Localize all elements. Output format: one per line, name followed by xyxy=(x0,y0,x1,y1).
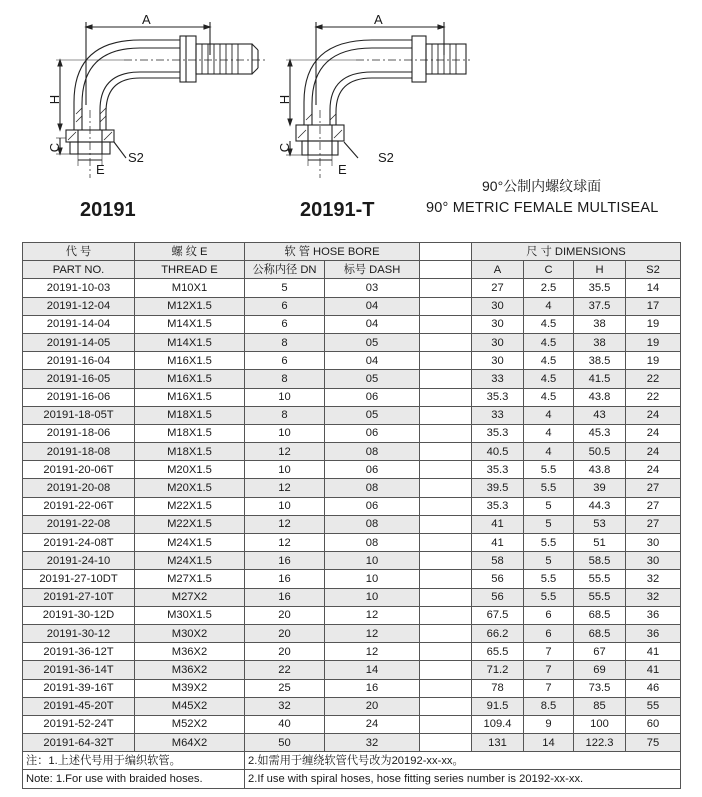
cell-h: 50.5 xyxy=(574,443,626,461)
spec-table xyxy=(22,242,681,789)
cell-part: 20191-36-14T xyxy=(23,661,135,679)
cell-gap xyxy=(420,443,472,461)
cell-gap xyxy=(420,406,472,424)
dim-e-label-2: E xyxy=(338,162,347,177)
cell-c: 7 xyxy=(524,643,574,661)
header-gap xyxy=(420,243,472,261)
cell-c: 5.5 xyxy=(524,588,574,606)
table-row xyxy=(23,370,681,388)
cell-thread: M22X1.5 xyxy=(135,497,245,515)
dim-h-label-2: H xyxy=(277,94,293,105)
title-cn: 90°公制内螺纹球面 xyxy=(482,178,602,194)
cell-c: 5.5 xyxy=(524,461,574,479)
cell-c: 14 xyxy=(524,734,574,752)
cell-h: 51 xyxy=(574,534,626,552)
cell-h: 53 xyxy=(574,515,626,533)
cell-h: 73.5 xyxy=(574,679,626,697)
header-part-cn: 代 号 xyxy=(23,243,135,261)
cell-dash: 05 xyxy=(325,333,420,351)
cell-thread: M20X1.5 xyxy=(135,461,245,479)
table-row xyxy=(23,443,681,461)
cell-s2: 19 xyxy=(626,333,681,351)
table-row xyxy=(23,352,681,370)
cell-a: 78 xyxy=(472,679,524,697)
cell-thread: M27X2 xyxy=(135,588,245,606)
cell-h: 43.8 xyxy=(574,461,626,479)
fitting-drawing-20191 xyxy=(40,10,270,185)
cell-s2: 36 xyxy=(626,624,681,642)
cell-s2: 41 xyxy=(626,661,681,679)
cell-dn: 6 xyxy=(245,352,325,370)
cell-thread: M18X1.5 xyxy=(135,406,245,424)
header-gap xyxy=(420,261,472,279)
cell-dash: 05 xyxy=(325,370,420,388)
dim-s2-label-1: S2 xyxy=(128,150,144,165)
cell-part: 20191-16-05 xyxy=(23,370,135,388)
cell-dn: 50 xyxy=(245,734,325,752)
cell-dn: 20 xyxy=(245,643,325,661)
cell-s2: 27 xyxy=(626,479,681,497)
cell-gap xyxy=(420,424,472,442)
cell-dn: 12 xyxy=(245,443,325,461)
cell-h: 38 xyxy=(574,333,626,351)
cell-thread: M36X2 xyxy=(135,661,245,679)
cell-h: 39 xyxy=(574,479,626,497)
cell-dash: 05 xyxy=(325,406,420,424)
cell-dn: 12 xyxy=(245,534,325,552)
dim-s2-label-2: S2 xyxy=(378,150,394,165)
cell-part: 20191-10-03 xyxy=(23,279,135,297)
cell-h: 45.3 xyxy=(574,424,626,442)
cell-dash: 14 xyxy=(325,661,420,679)
cell-part: 20191-24-10 xyxy=(23,552,135,570)
cell-part: 20191-18-06 xyxy=(23,424,135,442)
cell-a: 35.3 xyxy=(472,461,524,479)
cell-s2: 60 xyxy=(626,715,681,733)
cell-a: 35.3 xyxy=(472,388,524,406)
cell-s2: 41 xyxy=(626,643,681,661)
cell-dn: 10 xyxy=(245,461,325,479)
cell-gap xyxy=(420,370,472,388)
cell-c: 9 xyxy=(524,715,574,733)
cell-s2: 24 xyxy=(626,443,681,461)
cell-dash: 10 xyxy=(325,588,420,606)
cell-c: 2.5 xyxy=(524,279,574,297)
cell-c: 4 xyxy=(524,443,574,461)
cell-part: 20191-30-12 xyxy=(23,624,135,642)
title-en: 90° METRIC FEMALE MULTISEAL xyxy=(426,200,659,216)
cell-dn: 12 xyxy=(245,515,325,533)
cell-part: 20191-64-32T xyxy=(23,734,135,752)
cell-gap xyxy=(420,315,472,333)
cell-part: 20191-18-05T xyxy=(23,406,135,424)
cell-dash: 06 xyxy=(325,497,420,515)
cell-s2: 22 xyxy=(626,388,681,406)
cell-dn: 8 xyxy=(245,406,325,424)
product-code-20191: 20191 xyxy=(80,199,136,221)
cell-thread: M36X2 xyxy=(135,643,245,661)
cell-c: 4 xyxy=(524,424,574,442)
header-dn: 公称内径 DN xyxy=(245,261,325,279)
cell-c: 5.5 xyxy=(524,479,574,497)
cell-a: 109.4 xyxy=(472,715,524,733)
cell-gap xyxy=(420,515,472,533)
cell-h: 44.3 xyxy=(574,497,626,515)
table-row xyxy=(23,552,681,570)
header-h: H xyxy=(574,261,626,279)
note-row-en xyxy=(23,770,681,788)
note-cn-2: 2.如需用于缠绕软管代号改为20192-xx-xx。 xyxy=(245,752,681,770)
header-dimensions: 尺 寸 DIMENSIONS xyxy=(472,243,681,261)
cell-gap xyxy=(420,297,472,315)
cell-thread: M18X1.5 xyxy=(135,443,245,461)
cell-part: 20191-36-12T xyxy=(23,643,135,661)
cell-h: 69 xyxy=(574,661,626,679)
cell-dash: 20 xyxy=(325,697,420,715)
cell-gap xyxy=(420,479,472,497)
table-row xyxy=(23,679,681,697)
header-thread-cn: 螺 纹 E xyxy=(135,243,245,261)
cell-gap xyxy=(420,715,472,733)
cell-a: 35.3 xyxy=(472,497,524,515)
cell-a: 56 xyxy=(472,570,524,588)
cell-thread: M20X1.5 xyxy=(135,479,245,497)
cell-dash: 08 xyxy=(325,443,420,461)
cell-a: 91.5 xyxy=(472,697,524,715)
cell-thread: M22X1.5 xyxy=(135,515,245,533)
cell-s2: 19 xyxy=(626,352,681,370)
cell-s2: 22 xyxy=(626,370,681,388)
cell-dash: 03 xyxy=(325,279,420,297)
cell-h: 68.5 xyxy=(574,624,626,642)
cell-thread: M10X1 xyxy=(135,279,245,297)
cell-s2: 32 xyxy=(626,588,681,606)
cell-dn: 20 xyxy=(245,606,325,624)
cell-s2: 36 xyxy=(626,606,681,624)
cell-a: 65.5 xyxy=(472,643,524,661)
cell-a: 39.5 xyxy=(472,479,524,497)
table-row xyxy=(23,697,681,715)
cell-c: 7 xyxy=(524,661,574,679)
cell-h: 58.5 xyxy=(574,552,626,570)
cell-s2: 32 xyxy=(626,570,681,588)
header-dash: 标号 DASH xyxy=(325,261,420,279)
cell-dash: 04 xyxy=(325,352,420,370)
cell-dn: 20 xyxy=(245,624,325,642)
cell-h: 37.5 xyxy=(574,297,626,315)
header-s2: S2 xyxy=(626,261,681,279)
fitting-drawing-20191-t xyxy=(272,10,472,185)
cell-gap xyxy=(420,697,472,715)
header-a: A xyxy=(472,261,524,279)
cell-c: 6 xyxy=(524,624,574,642)
table-row xyxy=(23,643,681,661)
cell-a: 35.3 xyxy=(472,424,524,442)
table-row xyxy=(23,406,681,424)
cell-thread: M14X1.5 xyxy=(135,315,245,333)
note-cn-1: 注：1.上述代号用于编织软管。 xyxy=(23,752,245,770)
cell-c: 5.5 xyxy=(524,570,574,588)
cell-s2: 30 xyxy=(626,552,681,570)
cell-dn: 16 xyxy=(245,552,325,570)
cell-thread: M12X1.5 xyxy=(135,297,245,315)
table-row xyxy=(23,297,681,315)
cell-part: 20191-14-05 xyxy=(23,333,135,351)
table-row xyxy=(23,588,681,606)
cell-dn: 16 xyxy=(245,570,325,588)
note-row-cn xyxy=(23,752,681,770)
cell-dash: 08 xyxy=(325,534,420,552)
cell-a: 40.5 xyxy=(472,443,524,461)
cell-part: 20191-27-10T xyxy=(23,588,135,606)
header-c: C xyxy=(524,261,574,279)
cell-c: 5 xyxy=(524,515,574,533)
cell-thread: M16X1.5 xyxy=(135,352,245,370)
cell-part: 20191-39-16T xyxy=(23,679,135,697)
cell-dn: 22 xyxy=(245,661,325,679)
table-row xyxy=(23,715,681,733)
cell-dash: 24 xyxy=(325,715,420,733)
cell-s2: 27 xyxy=(626,497,681,515)
table-row xyxy=(23,661,681,679)
cell-gap xyxy=(420,734,472,752)
cell-thread: M24X1.5 xyxy=(135,552,245,570)
cell-s2: 14 xyxy=(626,279,681,297)
cell-a: 58 xyxy=(472,552,524,570)
cell-dash: 04 xyxy=(325,315,420,333)
cell-part: 20191-24-08T xyxy=(23,534,135,552)
cell-dn: 8 xyxy=(245,370,325,388)
cell-h: 100 xyxy=(574,715,626,733)
header-hose-bore: 软 管 HOSE BORE xyxy=(245,243,420,261)
cell-gap xyxy=(420,570,472,588)
cell-s2: 46 xyxy=(626,679,681,697)
cell-a: 30 xyxy=(472,333,524,351)
cell-thread: M27X1.5 xyxy=(135,570,245,588)
cell-s2: 19 xyxy=(626,315,681,333)
cell-a: 30 xyxy=(472,297,524,315)
cell-h: 85 xyxy=(574,697,626,715)
cell-part: 20191-16-06 xyxy=(23,388,135,406)
cell-dn: 12 xyxy=(245,479,325,497)
cell-gap xyxy=(420,333,472,351)
cell-gap xyxy=(420,352,472,370)
cell-h: 38.5 xyxy=(574,352,626,370)
cell-gap xyxy=(420,588,472,606)
cell-a: 131 xyxy=(472,734,524,752)
cell-dash: 12 xyxy=(325,624,420,642)
cell-h: 38 xyxy=(574,315,626,333)
cell-h: 43.8 xyxy=(574,388,626,406)
cell-dash: 06 xyxy=(325,461,420,479)
cell-part: 20191-14-04 xyxy=(23,315,135,333)
cell-gap xyxy=(420,388,472,406)
cell-part: 20191-12-04 xyxy=(23,297,135,315)
cell-dash: 06 xyxy=(325,424,420,442)
cell-dn: 10 xyxy=(245,424,325,442)
cell-dash: 06 xyxy=(325,388,420,406)
table-row xyxy=(23,624,681,642)
cell-gap xyxy=(420,624,472,642)
cell-a: 33 xyxy=(472,370,524,388)
table-row xyxy=(23,534,681,552)
dim-e-label-1: E xyxy=(96,162,105,177)
cell-c: 4.5 xyxy=(524,388,574,406)
dim-c-label-2: C xyxy=(277,142,293,153)
cell-dn: 6 xyxy=(245,315,325,333)
table-row xyxy=(23,333,681,351)
cell-c: 7 xyxy=(524,679,574,697)
cell-c: 4.5 xyxy=(524,370,574,388)
dim-h-label-1: H xyxy=(47,94,63,105)
cell-thread: M18X1.5 xyxy=(135,424,245,442)
cell-gap xyxy=(420,497,472,515)
cell-a: 41 xyxy=(472,534,524,552)
cell-h: 55.5 xyxy=(574,570,626,588)
cell-dash: 08 xyxy=(325,515,420,533)
cell-s2: 24 xyxy=(626,461,681,479)
cell-c: 6 xyxy=(524,606,574,624)
cell-dash: 04 xyxy=(325,297,420,315)
cell-dn: 6 xyxy=(245,297,325,315)
cell-part: 20191-27-10DT xyxy=(23,570,135,588)
cell-dn: 5 xyxy=(245,279,325,297)
cell-s2: 17 xyxy=(626,297,681,315)
cell-thread: M16X1.5 xyxy=(135,388,245,406)
table-row xyxy=(23,479,681,497)
cell-s2: 24 xyxy=(626,406,681,424)
cell-thread: M39X2 xyxy=(135,679,245,697)
cell-h: 67 xyxy=(574,643,626,661)
cell-dash: 10 xyxy=(325,552,420,570)
cell-gap xyxy=(420,643,472,661)
cell-thread: M52X2 xyxy=(135,715,245,733)
cell-h: 41.5 xyxy=(574,370,626,388)
cell-a: 30 xyxy=(472,352,524,370)
cell-thread: M16X1.5 xyxy=(135,370,245,388)
table-header-row-2 xyxy=(23,261,681,279)
cell-dn: 32 xyxy=(245,697,325,715)
cell-c: 5 xyxy=(524,552,574,570)
cell-part: 20191-20-08 xyxy=(23,479,135,497)
table-row xyxy=(23,279,681,297)
cell-dash: 32 xyxy=(325,734,420,752)
cell-dash: 16 xyxy=(325,679,420,697)
cell-dash: 10 xyxy=(325,570,420,588)
cell-c: 5.5 xyxy=(524,534,574,552)
cell-c: 4.5 xyxy=(524,352,574,370)
cell-dn: 40 xyxy=(245,715,325,733)
cell-h: 122.3 xyxy=(574,734,626,752)
cell-s2: 27 xyxy=(626,515,681,533)
dim-a-label-1: A xyxy=(142,12,151,27)
cell-gap xyxy=(420,606,472,624)
cell-gap xyxy=(420,534,472,552)
cell-c: 4 xyxy=(524,297,574,315)
cell-h: 43 xyxy=(574,406,626,424)
table-row xyxy=(23,315,681,333)
cell-gap xyxy=(420,661,472,679)
cell-part: 20191-20-06T xyxy=(23,461,135,479)
table-row xyxy=(23,388,681,406)
header-thread-en: THREAD E xyxy=(135,261,245,279)
cell-s2: 30 xyxy=(626,534,681,552)
dim-a-label-2: A xyxy=(374,12,383,27)
cell-thread: M30X1.5 xyxy=(135,606,245,624)
cell-part: 20191-16-04 xyxy=(23,352,135,370)
cell-c: 8.5 xyxy=(524,697,574,715)
cell-gap xyxy=(420,279,472,297)
cell-h: 68.5 xyxy=(574,606,626,624)
cell-thread: M24X1.5 xyxy=(135,534,245,552)
cell-part: 20191-22-06T xyxy=(23,497,135,515)
cell-s2: 75 xyxy=(626,734,681,752)
cell-dn: 10 xyxy=(245,497,325,515)
cell-a: 66.2 xyxy=(472,624,524,642)
cell-dash: 12 xyxy=(325,643,420,661)
cell-s2: 55 xyxy=(626,697,681,715)
cell-dash: 08 xyxy=(325,479,420,497)
header-part-en: PART NO. xyxy=(23,261,135,279)
cell-part: 20191-45-20T xyxy=(23,697,135,715)
table-row xyxy=(23,461,681,479)
cell-c: 4.5 xyxy=(524,333,574,351)
table-header-row-1 xyxy=(23,243,681,261)
cell-s2: 24 xyxy=(626,424,681,442)
cell-thread: M30X2 xyxy=(135,624,245,642)
cell-a: 27 xyxy=(472,279,524,297)
note-en-1: Note: 1.For use with braided hoses. xyxy=(23,770,245,788)
cell-dn: 10 xyxy=(245,388,325,406)
cell-dn: 16 xyxy=(245,588,325,606)
cell-part: 20191-18-08 xyxy=(23,443,135,461)
cell-c: 4.5 xyxy=(524,315,574,333)
cell-dash: 12 xyxy=(325,606,420,624)
cell-dn: 8 xyxy=(245,333,325,351)
cell-a: 71.2 xyxy=(472,661,524,679)
cell-thread: M64X2 xyxy=(135,734,245,752)
cell-c: 4 xyxy=(524,406,574,424)
cell-a: 67.5 xyxy=(472,606,524,624)
cell-thread: M45X2 xyxy=(135,697,245,715)
cell-dn: 25 xyxy=(245,679,325,697)
cell-part: 20191-52-24T xyxy=(23,715,135,733)
cell-a: 41 xyxy=(472,515,524,533)
cell-c: 5 xyxy=(524,497,574,515)
cell-gap xyxy=(420,461,472,479)
cell-a: 56 xyxy=(472,588,524,606)
table-row xyxy=(23,515,681,533)
table-row xyxy=(23,424,681,442)
table-row xyxy=(23,570,681,588)
cell-gap xyxy=(420,552,472,570)
cell-part: 20191-30-12D xyxy=(23,606,135,624)
cell-a: 30 xyxy=(472,315,524,333)
table-row xyxy=(23,606,681,624)
cell-part: 20191-22-08 xyxy=(23,515,135,533)
note-en-2: 2.If use with spiral hoses, hose fitting series number is 20192-xx-xx. xyxy=(245,770,681,788)
dim-c-label-1: C xyxy=(47,142,63,153)
cell-gap xyxy=(420,679,472,697)
cell-a: 33 xyxy=(472,406,524,424)
table-row xyxy=(23,734,681,752)
cell-h: 35.5 xyxy=(574,279,626,297)
cell-thread: M14X1.5 xyxy=(135,333,245,351)
cell-h: 55.5 xyxy=(574,588,626,606)
product-code-20191-t: 20191-T xyxy=(300,199,375,221)
table-row xyxy=(23,497,681,515)
